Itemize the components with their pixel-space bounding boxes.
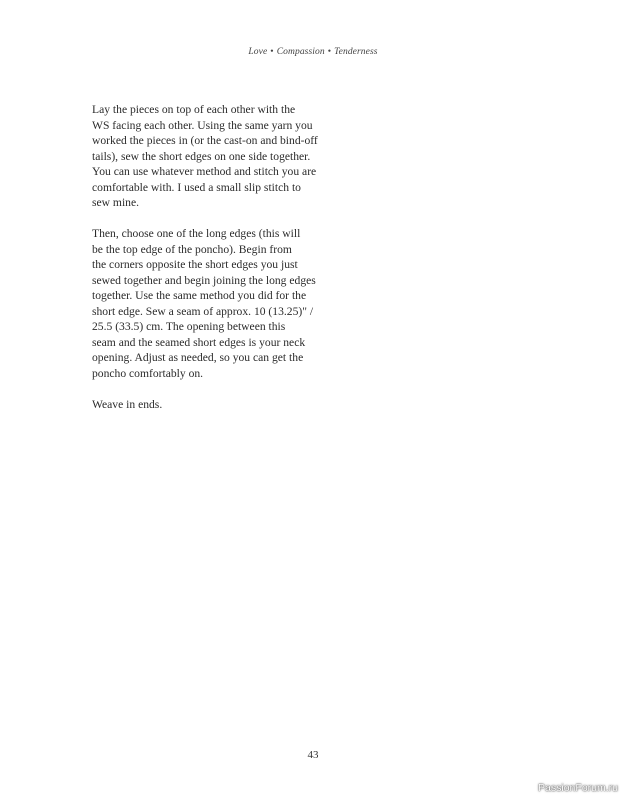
text-line: be the top edge of the poncho). Begin from: [92, 242, 292, 256]
text-line: seam and the seamed short edges is your neck: [92, 335, 306, 349]
text-line: Weave in ends.: [92, 397, 163, 411]
text-line: together. Use the same method you did for the: [92, 289, 307, 302]
body-text: [92, 102, 347, 428]
watermark: PassionForum.ru: [538, 782, 618, 794]
text-line: Then, choose one of the long edges (this will: [92, 227, 301, 240]
text-line: WS facing each other. Using the same yarn you: [92, 118, 313, 132]
header-word-love: Love: [248, 47, 268, 57]
header-word-compassion: Compassion: [276, 47, 325, 57]
text-line: comfortable with. I used a small slip stitch to: [92, 180, 301, 194]
header-separator: •: [270, 47, 274, 57]
text-line: Lay the pieces on top of each other with the: [92, 103, 296, 116]
header-separator: •: [327, 47, 332, 57]
text-line: opening. Adjust as needed, so you can get the: [92, 351, 304, 364]
paragraph-seam-short-edges: [92, 102, 347, 211]
header-word-tenderness: Tenderness: [334, 47, 378, 57]
text-line: short edge. Sew a seam of approx. 10 (13.25)" /: [92, 304, 314, 318]
text-line: poncho comfortably on.: [92, 366, 204, 380]
text-line: tails), sew the short edges on one side together.: [92, 149, 311, 163]
paragraph-weave-in-ends: [92, 397, 347, 413]
text-line: 25.5 (33.5) cm. The opening between this: [92, 320, 286, 333]
text-line: sewed together and begin joining the long edges: [92, 273, 316, 287]
running-header: [0, 47, 626, 57]
text-line: sew mine.: [92, 196, 140, 209]
text-line: worked the pieces in (or the cast-on and bind-off: [92, 134, 318, 147]
text-line: You can use whatever method and stitch you are: [92, 165, 317, 178]
text-line: the corners opposite the short edges you just: [92, 258, 298, 271]
paragraph-long-edges: [92, 226, 347, 381]
page-number: 43: [307, 749, 319, 761]
